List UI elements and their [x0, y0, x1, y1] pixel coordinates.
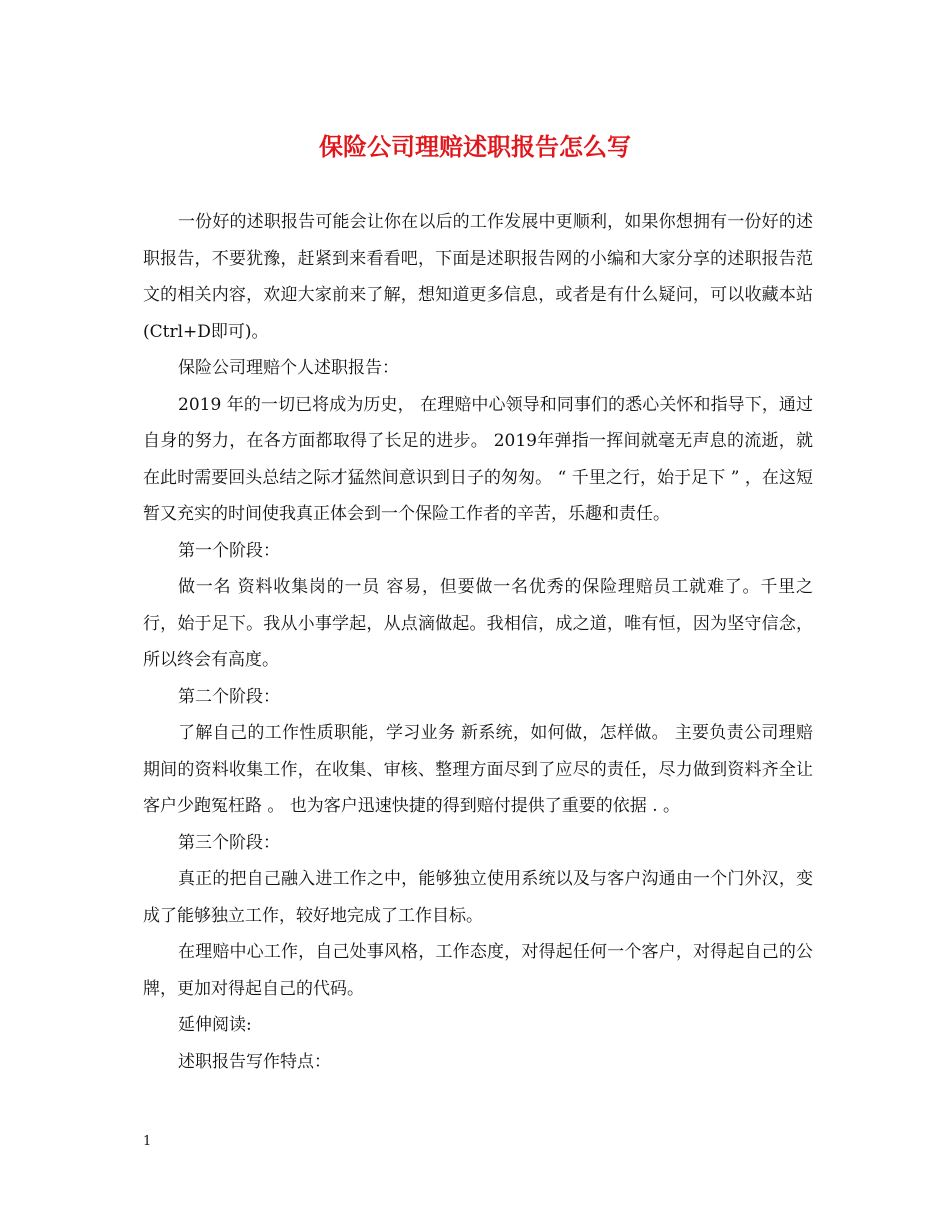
paragraph: 了解自己的工作性质职能，学习业务 新系统，如何做，怎样做。 主要负责公司理赔期间的资料收集工作，在收集、审核、整理方面尽到了应尽的责任，尽力做到资料齐全让客户少跑冤枉路 。 也为客户迅速快捷的得到赔付提供了重要的依据 . 。 — [143, 723, 813, 816]
paragraph: 第二个阶段： — [178, 686, 280, 707]
page-number: 1 — [143, 1134, 152, 1149]
paragraph: 第三个阶段： — [178, 832, 280, 853]
paragraph: 保险公司理赔个人述职报告： — [178, 358, 399, 378]
paragraph: 做一名 资料收集岗的一员 容易，但要做一名优秀的保险理赔员工就难了。千里之行，始于足下。我从小事学起，从点滴做起。我相信，成之道，唯有恒，因为坚守信念，所以终会有高度。 — [143, 577, 813, 670]
paragraph: 第一个阶段： — [178, 540, 280, 561]
paragraph: 延伸阅读: — [178, 1015, 252, 1035]
paragraph: 在理赔中心工作，自己处事风格，工作态度，对得起任何一个客户，对得起自己的公牌，更加对得起自己的代码。 — [143, 942, 813, 999]
paragraph: 一份好的述职报告可能会让你在以后的工作发展中更顺利，如果你想拥有一份好的述职报告，不要犹豫，赶紧到来看看吧，下面是述职报告网的小编和大家分享的述职报告范文的相关内容，欢迎大家前来了解，想知道更多信息，或者是有什么疑问，可以收藏本站(Ctrl+D即可)。 — [143, 212, 813, 342]
document-body — [143, 204, 813, 1080]
paragraph: 2019 年的一切已将成为历史， 在理赔中心领导和同事们的悉心关怀和指导下，通过自身的努力，在各方面都取得了长足的进步。 2019年弹指一挥间就毫无声息的流逝，就在此时需要回头总结之际才猛然间意识到日子的匆匆。 “ 千里之行，始于足下 ” ，在这短暂又充实的时间使我真正体会到一个保险工作者的辛苦，乐趣和责任。 — [143, 394, 813, 524]
paragraph: 述职报告写作特点： — [178, 1051, 331, 1072]
document-title: 保险公司理赔述职报告怎么写 — [319, 132, 631, 161]
paragraph: 真正的把自己融入进工作之中，能够独立使用系统以及与客户沟通由一个门外汉，变成了能够独立工作，较好地完成了工作目标。 — [143, 869, 813, 926]
